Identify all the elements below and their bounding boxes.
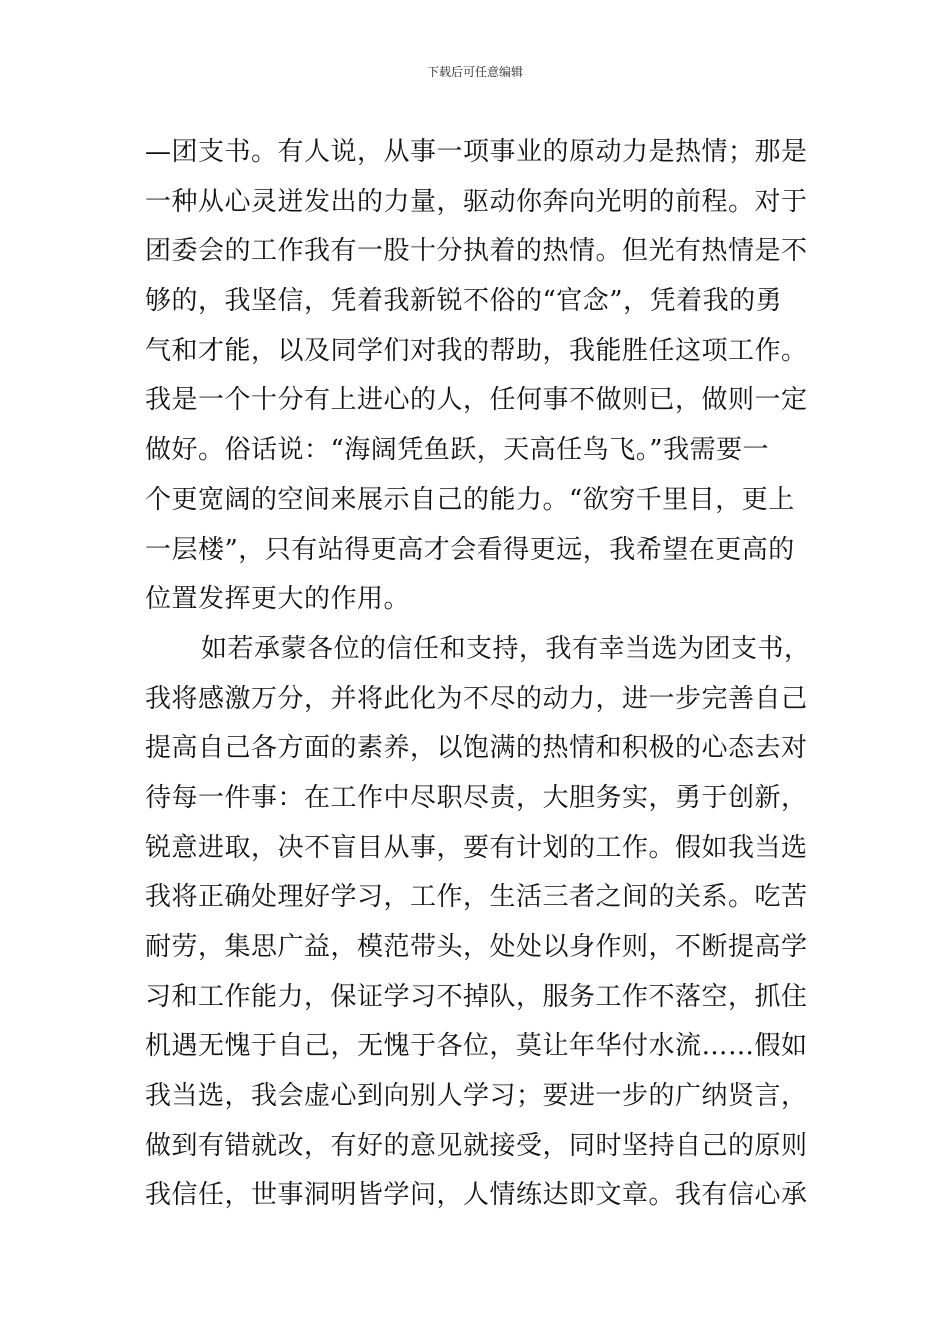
text-line: 我信任，世事洞明皆学问，人情练达即文章。我有信心承 xyxy=(145,1180,808,1211)
text-line: 锐意进取，决不盲目从事，要有计划的工作。假如我当选 xyxy=(145,832,808,863)
text-line: 个更宽阔的空间来展示自己的能力。“欲穷千里目，更上 xyxy=(145,484,795,515)
text-line: 够的，我坚信，凭着我新锐不俗的“官念”，凭着我的勇 xyxy=(145,286,783,317)
text-line: 我将感激万分，并将此化为不尽的动力，进一步完善自己 xyxy=(145,683,808,714)
text-line: 习和工作能力，保证学习不掉队，服务工作不落空，抓住 xyxy=(145,981,808,1012)
text-line: 做好。俗话说：“海阔凭鱼跃，天高任鸟飞。”我需要一 xyxy=(145,435,770,466)
paragraph-start-line: 如若承蒙各位的信任和支持，我有幸当选为团支书， xyxy=(201,633,811,664)
text-line: 团委会的工作我有一股十分执着的热情。但光有热情是不 xyxy=(145,236,808,267)
document-body xyxy=(145,128,815,1221)
text-line: 一种从心灵迸发出的力量，驱动你奔向光明的前程。对于 xyxy=(145,186,808,217)
text-line: 气和才能，以及同学们对我的帮助，我能胜任这项工作。 xyxy=(145,335,808,366)
text-line: 提高自己各方面的素养，以饱满的热情和积极的心态去对 xyxy=(145,733,808,764)
text-line: 耐劳，集思广益，模范带头，处处以身作则，不断提高学 xyxy=(145,932,808,962)
text-line: 我是一个十分有上进心的人，任何事不做则已，做则一定 xyxy=(145,385,808,416)
text-line: 我当选，我会虚心到向别人学习；要进一步的广纳贤言， xyxy=(145,1081,808,1112)
text-line: —团支书。有人说，从事一项事业的原动力是热情；那是 xyxy=(145,137,808,167)
text-line: 做到有错就改，有好的意见就接受，同时坚持自己的原则 xyxy=(145,1130,808,1161)
text-line: 我将正确处理好学习，工作，生活三者之间的关系。吃苦 xyxy=(145,882,808,913)
page-header: 下载后可任意编辑 xyxy=(426,65,523,79)
text-line: 位置发挥更大的作用。 xyxy=(145,584,411,615)
text-line: 机遇无愧于自己，无愧于各位，莫让年华付水流……假如 xyxy=(145,1031,808,1062)
text-line: 待每一件事：在工作中尽职尽责，大胆务实，勇于创新， xyxy=(145,782,808,813)
text-line: 一层楼”，只有站得更高才会看得更远，我希望在更高的 xyxy=(145,534,795,565)
